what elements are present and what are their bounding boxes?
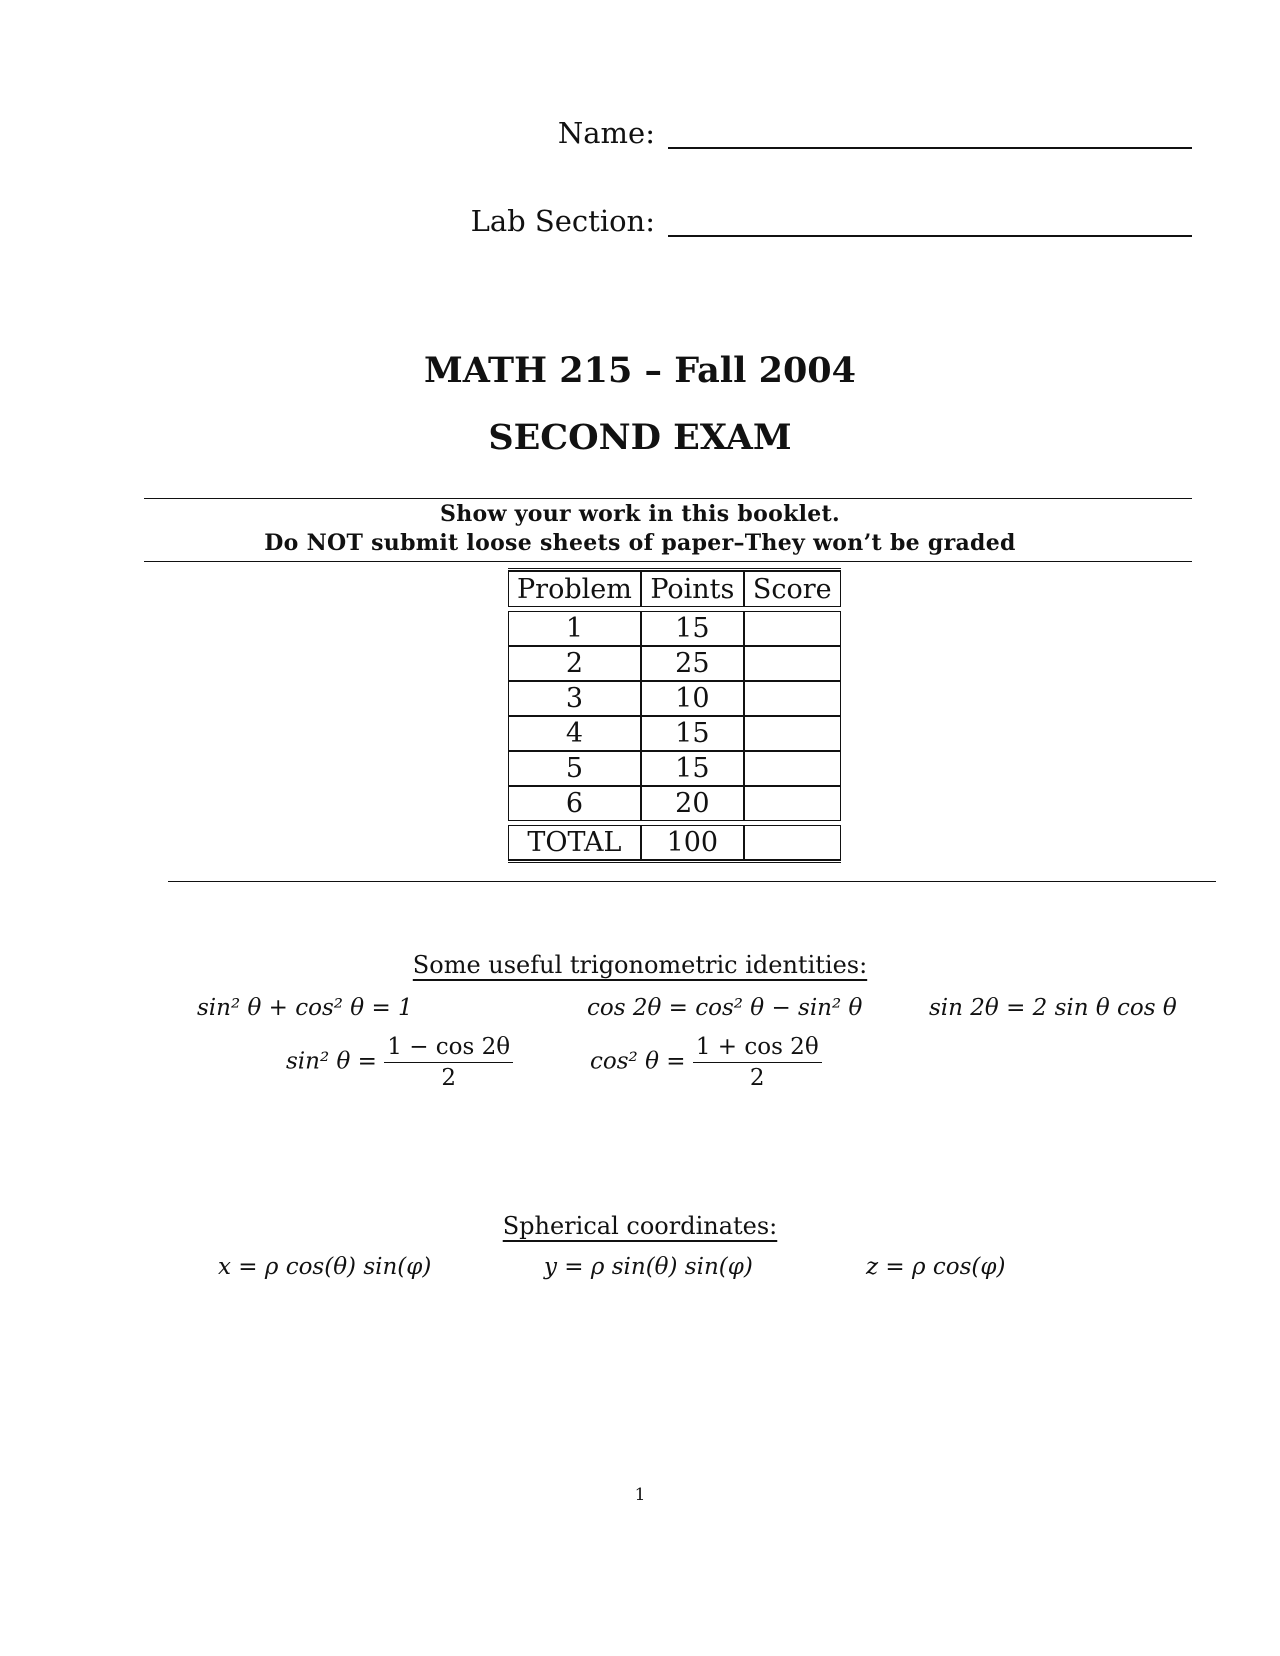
total-score-cell[interactable] [744, 825, 841, 860]
table-row [508, 646, 841, 681]
cos-squared-fraction [693, 1032, 822, 1093]
table-total-row [508, 825, 841, 860]
problem-cell: 1 [508, 611, 641, 646]
score-cell[interactable] [744, 611, 841, 646]
top-divider [144, 498, 1192, 499]
problem-cell: 3 [508, 681, 641, 716]
header-points: Points [641, 571, 744, 607]
exam-title: SECOND EXAM [488, 417, 792, 458]
score-table [508, 568, 841, 863]
course-title: MATH 215 – Fall 2004 [423, 350, 856, 391]
problem-cell: 2 [508, 646, 641, 681]
points-cell: 10 [641, 681, 744, 716]
name-label: Name: [557, 116, 655, 150]
lab-section-field[interactable] [668, 235, 1192, 237]
spherical-z-formula: z = ρ cos(φ) [866, 1254, 1006, 1280]
points-cell: 15 [641, 611, 744, 646]
cos-squared-denominator: 2 [749, 1065, 765, 1091]
cos-squared-lhs: cos² θ = [590, 1048, 686, 1075]
header-problem: Problem [508, 571, 641, 607]
score-cell[interactable] [744, 681, 841, 716]
total-points: 100 [641, 825, 744, 860]
pythagorean-identity: sin² θ + cos² θ = 1 [197, 995, 413, 1021]
sin-squared-denominator: 2 [441, 1065, 456, 1091]
table-header-row [508, 571, 841, 607]
spherical-x-formula: x = ρ cos(θ) sin(φ) [218, 1254, 432, 1280]
name-field[interactable] [668, 147, 1192, 149]
sin-squared-lhs: sin² θ = [286, 1048, 377, 1075]
table-row [508, 751, 841, 786]
score-cell[interactable] [744, 716, 841, 751]
score-cell[interactable] [744, 646, 841, 681]
instruction-line-1: Show your work in this booklet. [440, 501, 840, 527]
score-cell[interactable] [744, 786, 841, 821]
points-cell: 20 [641, 786, 744, 821]
problem-cell: 4 [508, 716, 641, 751]
sin-squared-numerator: 1 − cos 2θ [384, 1032, 513, 1063]
cos-squared-numerator: 1 + cos 2θ [693, 1032, 822, 1063]
spherical-heading: Spherical coordinates: [502, 1212, 778, 1240]
header-score: Score [744, 571, 841, 607]
instruction-divider [144, 561, 1192, 562]
score-cell[interactable] [744, 751, 841, 786]
total-label: TOTAL [508, 825, 641, 860]
score-table-container [508, 568, 841, 863]
spherical-y-formula: y = ρ sin(θ) sin(φ) [544, 1254, 753, 1280]
table-row [508, 681, 841, 716]
points-cell: 25 [641, 646, 744, 681]
trig-heading: Some useful trigonometric identities: [412, 951, 868, 979]
page-number: 1 [634, 1485, 646, 1505]
points-cell: 15 [641, 716, 744, 751]
table-row [508, 786, 841, 821]
instruction-line-2: Do NOT submit loose sheets of paper–They won’t be graded [264, 530, 1016, 556]
sin-squared-identity [286, 1032, 513, 1093]
cos-squared-identity [590, 1032, 822, 1093]
lab-section-label: Lab Section: [470, 204, 655, 238]
problem-cell: 6 [508, 786, 641, 821]
table-row [508, 716, 841, 751]
table-row [508, 611, 841, 646]
points-cell: 15 [641, 751, 744, 786]
sin-squared-fraction [384, 1032, 513, 1093]
table-divider [168, 881, 1216, 882]
problem-cell: 5 [508, 751, 641, 786]
cos-double-angle-identity: cos 2θ = cos² θ − sin² θ [587, 995, 863, 1021]
sin-double-angle-identity: sin 2θ = 2 sin θ cos θ [929, 995, 1177, 1021]
